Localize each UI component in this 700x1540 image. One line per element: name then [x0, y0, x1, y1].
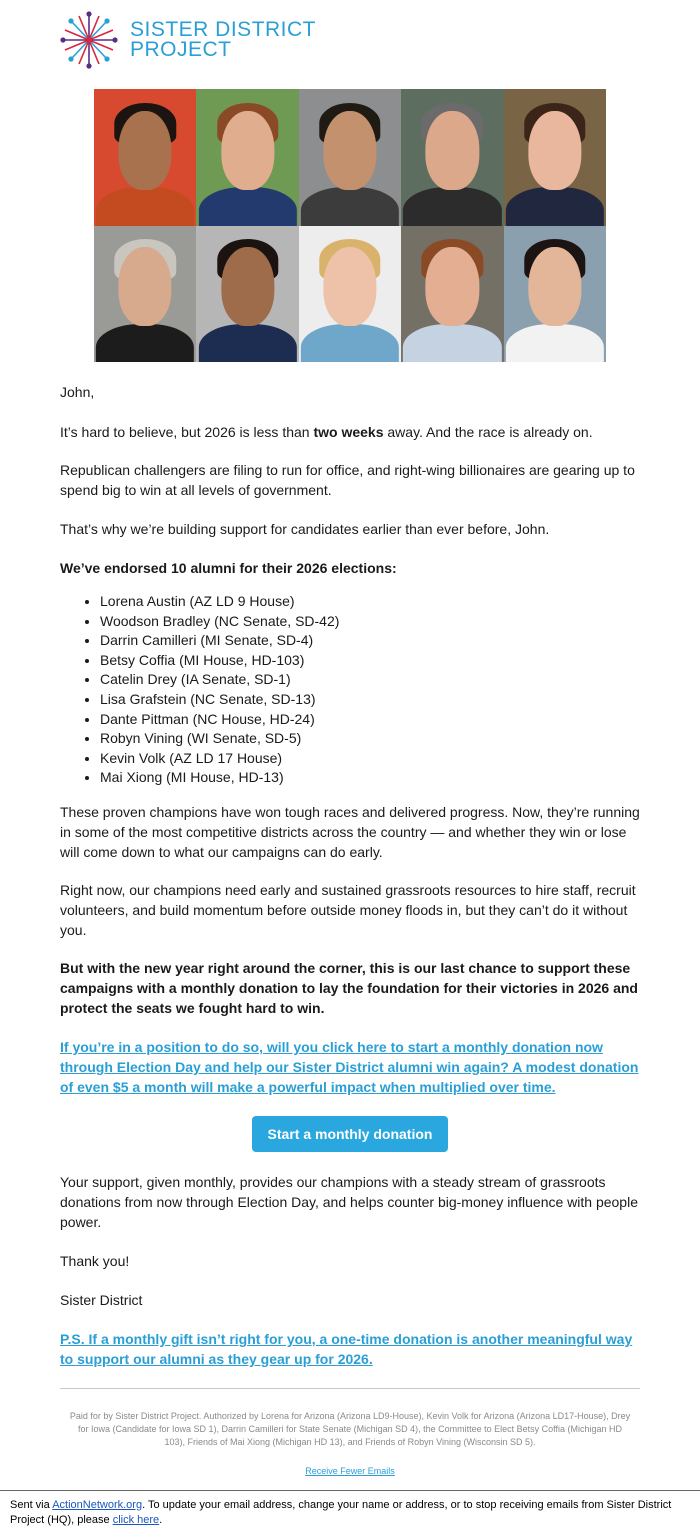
- logo-line-2: PROJECT: [130, 38, 232, 61]
- list-item: • Dante Pittman (NC House, HD-24): [100, 710, 339, 730]
- start-monthly-donation-button[interactable]: Start a monthly donation: [252, 1116, 448, 1152]
- postscript: [60, 1329, 642, 1369]
- candidate-photo-9: [401, 226, 503, 363]
- candidate-photo-8: [299, 226, 401, 363]
- list-item: • Robyn Vining (WI Senate, SD-5): [100, 729, 339, 749]
- paragraph-resources: Right now, our champions need early and sustained grassroots resources to hire staff, recruit volunteers, and build momentum before outside money floods in, but they can’t do it without you.: [60, 882, 636, 938]
- candidate-photo-5: [504, 89, 606, 226]
- action-network-divider: [0, 1490, 700, 1491]
- portrait-shoulders: [96, 187, 194, 225]
- paragraph-champions: These proven champions have won tough races and delivered progress. Now, they’re running in some of the most competitive districts across the country — and whether they win or lose will come down to what our campaigns can do early.: [60, 804, 640, 860]
- portrait-shoulders: [506, 324, 604, 362]
- intro-text-start: It’s hard to believe, but 2026 is less than: [60, 424, 314, 440]
- portrait-shoulders: [198, 324, 296, 362]
- intro-text-end: away. And the race is already on.: [383, 424, 593, 440]
- candidate-photo-4: [401, 89, 503, 226]
- portrait-face: [119, 111, 172, 190]
- paragraph-support: Your support, given monthly, provides our champions with a steady stream of grassroots donations from now through Election Day, and helps counter big-money influence with people power.: [60, 1174, 638, 1230]
- portrait-shoulders: [198, 187, 296, 225]
- one-time-donation-link[interactable]: P.S. If a monthly gift isn’t right for you, a one-time donation is another meaningful way to support our alumni as they gear up for 2026.: [60, 1331, 633, 1367]
- portrait-face: [119, 247, 172, 326]
- unsubscribe-click-here-link[interactable]: click here: [112, 1514, 160, 1526]
- list-item: • Betsy Coffia (MI House, HD-103): [100, 651, 339, 671]
- paragraph-challengers: Republican challengers are filing to run for office, and right-wing billionaires are gearing up to spend big to win at all levels of government.: [60, 462, 635, 498]
- portrait-shoulders: [506, 187, 604, 225]
- candidate-photo-1: [94, 89, 196, 226]
- portrait-face: [221, 247, 274, 326]
- candidate-photo-grid[interactable]: [94, 89, 606, 362]
- candidate-photo-2: [196, 89, 298, 226]
- action-network-footer: [10, 1498, 694, 1528]
- portrait-face: [426, 247, 479, 326]
- portrait-face: [528, 247, 581, 326]
- starburst-logo-icon: [60, 11, 118, 69]
- thank-you: Thank you!: [60, 1253, 130, 1269]
- endorsement-heading: We’ve endorsed 10 alumni for their 2026 elections:: [60, 560, 397, 576]
- intro-text-bold: two weeks: [313, 424, 384, 440]
- portrait-face: [323, 111, 376, 190]
- paragraph-monthly-ask: [60, 1037, 642, 1097]
- paragraph-building-support: That’s why we’re building support for candidates earlier than ever before, John.: [60, 521, 550, 537]
- paid-for-disclaimer: Paid for by Sister District Project. Authorized by Lorena for Arizona (Arizona LD9-House), Kevin Volk for Arizona (Arizona LD17-House), Drey for Iowa (Candidate for Iowa SD 1), Darrin Camilleri for State Senate (Michigan SD 4), the Committee to Elect Betsy Coffia (Michigan HD 103), Friends of Mai Xiong (Michigan HD 13), and Friends of Robyn Vining (Wisconsin SD 5).: [69, 1411, 631, 1447]
- footer-middle-text: . To update your email address, change your name or address, or to stop receiving emails from Sister District Project (HQ), please: [10, 1499, 672, 1526]
- portrait-face: [323, 247, 376, 326]
- list-item: • Woodson Bradley (NC Senate, SD-42): [100, 612, 339, 632]
- portrait-shoulders: [96, 324, 194, 362]
- portrait-face: [426, 111, 479, 190]
- greeting: John,: [60, 384, 95, 400]
- action-network-link[interactable]: ActionNetwork.org: [52, 1499, 143, 1511]
- portrait-shoulders: [301, 324, 399, 362]
- fewer-emails-row: [0, 1466, 700, 1476]
- alumni-list: [60, 592, 339, 788]
- candidate-photo-7: [196, 226, 298, 363]
- candidate-photo-10: [504, 226, 606, 363]
- portrait-shoulders: [403, 324, 501, 362]
- list-item: • Catelin Drey (IA Senate, SD-1): [100, 670, 339, 690]
- footer-sent-via: Sent via: [10, 1499, 53, 1511]
- portrait-shoulders: [403, 187, 501, 225]
- signature: Sister District: [60, 1292, 143, 1308]
- list-item: • Mai Xiong (MI House, HD-13): [100, 768, 339, 788]
- candidate-photo-3: [299, 89, 401, 226]
- list-item: • Lorena Austin (AZ LD 9 House): [100, 592, 339, 612]
- portrait-face: [528, 111, 581, 190]
- list-item: • Lisa Grafstein (NC Senate, SD-13): [100, 690, 339, 710]
- portrait-face: [221, 111, 274, 190]
- footer-end: .: [159, 1514, 163, 1526]
- paragraph-last-chance: But with the new year right around the corner, this is our last chance to support these campaigns with a monthly donation to lay the foundation for their victories in 2026 and protect the seats we fought hard to win.: [60, 960, 638, 1016]
- logo-line-1: SISTER DISTRICT: [130, 18, 317, 41]
- logo-wordmark: [130, 20, 316, 60]
- footer-divider: [60, 1388, 640, 1389]
- candidate-photo-6: [94, 226, 196, 363]
- sister-district-logo[interactable]: [60, 10, 320, 70]
- list-item: • Darrin Camilleri (MI Senate, SD-4): [100, 631, 339, 651]
- portrait-shoulders: [301, 187, 399, 225]
- list-item: • Kevin Volk (AZ LD 17 House): [100, 749, 339, 769]
- receive-fewer-emails-link[interactable]: Receive Fewer Emails: [305, 1466, 395, 1476]
- paragraph-intro: [60, 422, 593, 442]
- monthly-donation-link[interactable]: If you’re in a position to do so, will you click here to start a monthly donation now through Election Day and help our Sister District alumni win again? A modest donation of even $5 a month will make a powerful impact when multiplied over time.: [60, 1039, 639, 1095]
